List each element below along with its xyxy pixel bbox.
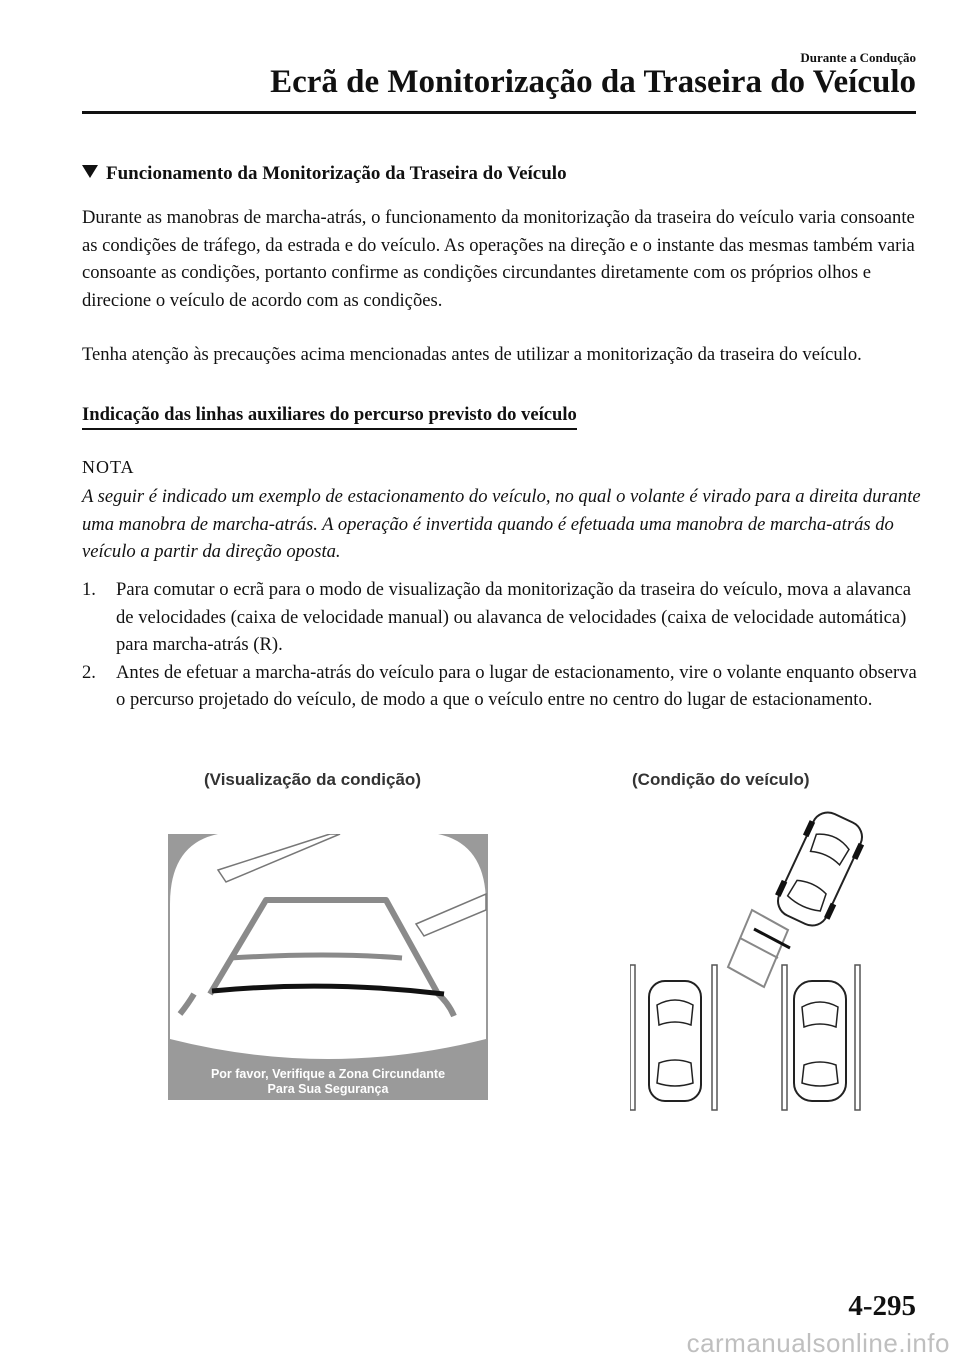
header-rule [82, 111, 916, 114]
subsection-title: Indicação das linhas auxiliares do percurso previsto do veículo [82, 404, 577, 430]
car-parked-right [794, 981, 846, 1101]
camera-screen-illustration [168, 834, 488, 1100]
car-parked-left [649, 981, 701, 1101]
screen-message-line1: Por favor, Verifique a Zona Circundante [210, 1067, 446, 1081]
step-number: 1. [82, 579, 96, 600]
caption-condition-view: (Visualização da condição) [204, 770, 421, 789]
section-title-text: Funcionamento da Monitorização da Traseira do Veículo [106, 163, 567, 184]
parking-line [855, 965, 860, 1110]
paragraph-1: Durante as manobras de marcha-atrás, o funcionamento da monitorização da traseira do veículo varia consoante as condições de tráfego, da estrada e do veículo. As operações na direção e o instante das mesmas também varia consoante as condições, portanto confirme as condições circundantes diretamente com os próprios olhos e direcione o veículo de acordo com as condições. [82, 207, 915, 311]
note-label: NOTA [82, 457, 135, 477]
watermark-text: carmanualsonline.info [686, 1328, 950, 1358]
guide-box-mid [740, 938, 778, 958]
caption-vehicle-condition: (Condição do veículo) [632, 770, 810, 789]
car-reversing [769, 806, 871, 933]
list-item [82, 576, 922, 659]
parking-line [782, 965, 787, 1110]
screen-view-area [170, 834, 486, 1059]
page-number: 4-295 [848, 1290, 916, 1322]
screen-message-line2: Para Sua Segurança [267, 1082, 389, 1096]
paragraph-2: Tenha atenção às precauções acima mencionadas antes de utilizar a monitorização da traseira do veículo. [82, 344, 862, 365]
step-text: Antes de efetuar a marcha-atrás do veículo para o lugar de estacionamento, vire o volante enquanto observa o percurso projetado do veículo, de modo a que o veículo entre no centro do lugar de estacionamento. [116, 661, 917, 710]
step-text: Para comutar o ecrã para o modo de visualização da monitorização da traseira do veículo, mova a alavanca de velocidades (caixa de velocidade manual) ou alavanca de velocidades (caixa de velocidade automática) para marcha-atrás (R). [116, 579, 912, 655]
chapter-label: Durante a Condução [800, 50, 916, 65]
note-text: A seguir é indicado um exemplo de estacionamento do veículo, no qual o volante é virado para a direita durante uma manobra de marcha-atrás. A operação é invertida quando é efetuada uma manobra de marcha-atrás do veículo a partir da direção oposta. [82, 486, 921, 562]
section-title [82, 163, 567, 185]
triangle-bullet-icon [82, 165, 98, 178]
parking-line [630, 965, 635, 1110]
list-item [82, 659, 922, 714]
parking-illustration [630, 805, 880, 1115]
page-title: Ecrã de Monitorização da Traseira do Veículo [270, 64, 916, 100]
step-number: 2. [82, 661, 96, 683]
steps-list [82, 576, 922, 714]
parking-line [712, 965, 717, 1110]
